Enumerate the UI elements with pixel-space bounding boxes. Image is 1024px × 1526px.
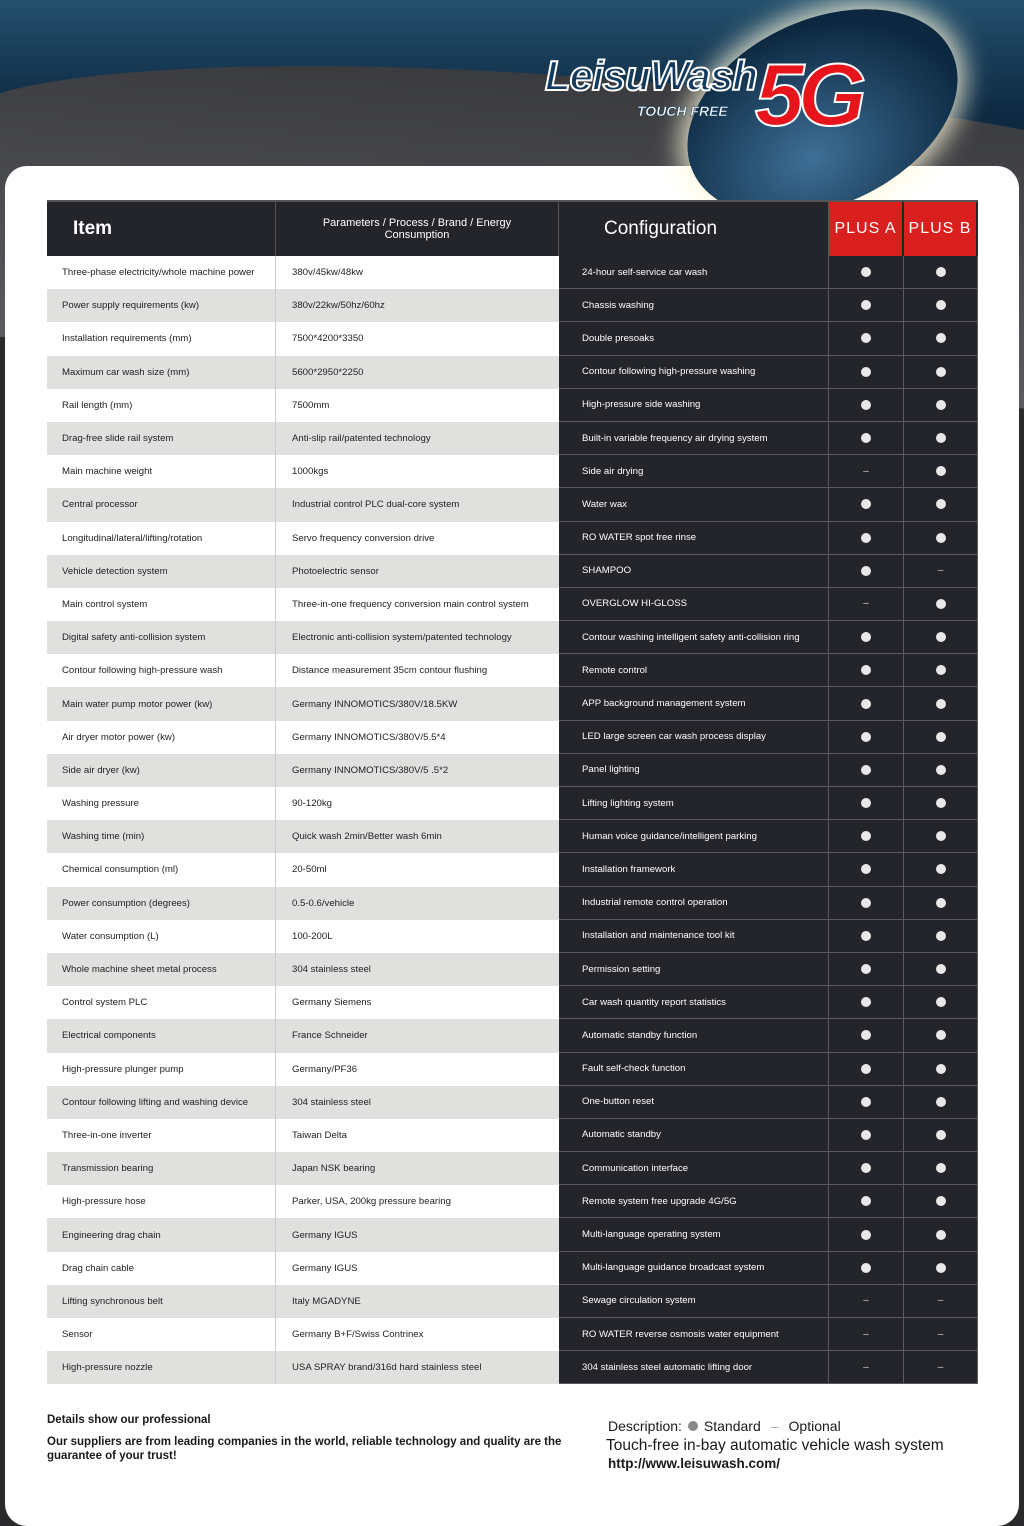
- plus-b-cell: [904, 721, 978, 754]
- header-config: Configuration: [559, 202, 829, 256]
- config-feature: Automatic standby: [559, 1119, 829, 1152]
- brand-logo: [545, 45, 925, 150]
- standard-dot-icon: [861, 831, 871, 841]
- plus-a-cell: [829, 654, 904, 687]
- table-row: [47, 787, 978, 820]
- item-name: High-pressure plunger pump: [47, 1053, 276, 1086]
- table-row: [47, 820, 978, 853]
- item-parameter: 90-120kg: [292, 798, 333, 810]
- table-row: [47, 721, 978, 754]
- item-name: Water consumption (L): [47, 920, 276, 953]
- standard-dot-icon: [936, 732, 946, 742]
- table-row: [47, 887, 978, 920]
- item-name: Main control system: [47, 588, 276, 621]
- optional-dash-icon: –: [863, 598, 869, 610]
- item-parameter: Germany IGUS: [292, 1262, 358, 1274]
- plus-b-cell: [904, 1185, 978, 1218]
- item-name: Longitudinal/lateral/lifting/rotation: [47, 522, 276, 555]
- standard-dot-icon: [936, 997, 946, 1007]
- optional-dash-icon: –: [937, 1328, 944, 1340]
- standard-dot-icon: [861, 732, 871, 742]
- table-row: [47, 1252, 978, 1285]
- item-name: Power supply requirements (kw): [47, 289, 276, 322]
- config-feature: One-button reset: [559, 1086, 829, 1119]
- config-feature: Communication interface: [559, 1152, 829, 1185]
- plus-b-cell: [904, 1351, 978, 1384]
- table-row: [47, 289, 978, 322]
- plus-b-cell: [904, 621, 978, 654]
- standard-dot-icon: [688, 1421, 698, 1431]
- item-parameter: Japan NSK bearing: [276, 1152, 559, 1185]
- table-row: [47, 588, 978, 621]
- config-feature: Industrial remote control operation: [559, 887, 829, 920]
- plus-b-cell: [904, 920, 978, 953]
- plus-a-cell: [829, 455, 904, 488]
- config-feature: Remote system free upgrade 4G/5G: [559, 1185, 829, 1218]
- item-name: Drag chain cable: [47, 1252, 276, 1285]
- plus-a-cell: [829, 389, 904, 422]
- config-feature: Car wash quantity report statistics: [559, 986, 829, 1019]
- item-parameter: 304 stainless steel: [276, 1086, 559, 1119]
- item-name: Lifting synchronous belt: [47, 1285, 276, 1318]
- item-name: Contour following high-pressure wash: [47, 654, 276, 687]
- item-parameter: Distance measurement 35cm contour flushing: [292, 665, 488, 677]
- standard-dot-icon: [861, 433, 871, 443]
- item-parameter: 5600*2950*2250: [276, 356, 559, 389]
- plus-a-cell: [829, 1285, 904, 1318]
- table-row: [47, 1285, 978, 1318]
- config-feature: Human voice guidance/intelligent parking: [559, 820, 829, 853]
- item-parameter: 7500*4200*3350: [292, 333, 364, 345]
- standard-dot-icon: [936, 1130, 946, 1140]
- standard-dot-icon: [861, 400, 871, 410]
- plus-a-cell: [829, 787, 904, 820]
- table-row: [47, 1218, 978, 1251]
- table-row: [47, 256, 978, 289]
- plus-a-cell: [829, 422, 904, 455]
- plus-a-cell: [829, 1252, 904, 1285]
- plus-b-cell: [904, 1252, 978, 1285]
- plus-a-cell: [829, 555, 904, 588]
- table-row: [47, 953, 978, 986]
- config-feature: Multi-language guidance broadcast system: [559, 1252, 829, 1285]
- table-row: [47, 555, 978, 588]
- table-row: [47, 322, 978, 355]
- item-parameter: Servo frequency conversion drive: [292, 532, 435, 544]
- item-name: Maximum car wash size (mm): [47, 356, 276, 389]
- item-name: Contour following lifting and washing device: [47, 1086, 276, 1119]
- logo-brand: LeisuWash: [545, 52, 757, 99]
- standard-dot-icon: [936, 1064, 946, 1074]
- plus-b-cell: [904, 522, 978, 555]
- plus-a-cell: [829, 1218, 904, 1251]
- item-name: Control system PLC: [47, 986, 276, 1019]
- config-feature: Installation framework: [559, 853, 829, 886]
- item-name: Digital safety anti-collision system: [47, 621, 276, 654]
- plus-b-cell: [904, 555, 978, 588]
- config-feature: Lifting lighting system: [559, 787, 829, 820]
- item-name: Main machine weight: [47, 455, 276, 488]
- plus-b-cell: [904, 422, 978, 455]
- standard-dot-icon: [936, 466, 946, 476]
- item-name: Power consumption (degrees): [47, 887, 276, 920]
- optional-dash-icon: –: [770, 1418, 779, 1434]
- plus-b-cell: [904, 853, 978, 886]
- item-parameter: Italy MGADYNE: [276, 1285, 559, 1318]
- plus-a-cell: [829, 853, 904, 886]
- plus-b-cell: [904, 1053, 978, 1086]
- table-row: [47, 488, 978, 521]
- standard-dot-icon: [936, 433, 946, 443]
- config-feature: Sewage circulation system: [559, 1285, 829, 1318]
- plus-a-cell: [829, 356, 904, 389]
- plus-b-cell: [904, 1119, 978, 1152]
- item-parameter: 380v/22kw/50hz/60hz: [276, 289, 559, 322]
- plus-a-cell: [829, 986, 904, 1019]
- plus-a-cell: [829, 289, 904, 322]
- standard-dot-icon: [861, 333, 871, 343]
- legend-standard: Standard: [703, 1418, 761, 1434]
- standard-dot-icon: [861, 898, 871, 908]
- standard-dot-icon: [936, 267, 946, 277]
- plus-a-cell: [829, 953, 904, 986]
- standard-dot-icon: [861, 566, 871, 576]
- item-parameter: Quick wash 2min/Better wash 6min: [276, 820, 559, 853]
- config-feature: High-pressure side washing: [559, 389, 829, 422]
- standard-dot-icon: [936, 1163, 946, 1173]
- config-feature: Contour following high-pressure washing: [559, 356, 829, 389]
- standard-dot-icon: [936, 864, 946, 874]
- standard-dot-icon: [936, 931, 946, 941]
- table-header: [47, 200, 978, 256]
- item-name: Side air dryer (kw): [47, 754, 276, 787]
- plus-a-cell: [829, 1318, 904, 1351]
- plus-b-cell: [904, 256, 978, 289]
- optional-dash-icon: –: [937, 565, 944, 577]
- config-feature: Side air drying: [559, 455, 829, 488]
- header-plus-a: PLUS A: [829, 202, 904, 256]
- spec-table: [47, 200, 978, 1384]
- plus-b-cell: [904, 1318, 978, 1351]
- standard-dot-icon: [936, 632, 946, 642]
- item-name: Three-in-one inverter: [47, 1119, 276, 1152]
- item-parameter: Parker, USA, 200kg pressure bearing: [292, 1196, 451, 1208]
- plus-b-cell: [904, 455, 978, 488]
- config-feature: 304 stainless steel automatic lifting door: [559, 1351, 829, 1384]
- plus-b-cell: [904, 887, 978, 920]
- table-row: [47, 356, 978, 389]
- item-parameter: Germany INNOMOTICS/380V/5 .5*2: [276, 754, 559, 787]
- item-name: Chemical consumption (ml): [47, 853, 276, 886]
- item-parameter: Germany/PF36: [292, 1063, 358, 1075]
- table-row: [47, 1053, 978, 1086]
- standard-dot-icon: [936, 1030, 946, 1040]
- item-name: Electrical components: [47, 1019, 276, 1052]
- item-parameter: Germany Siemens: [292, 997, 372, 1009]
- plus-a-cell: [829, 1086, 904, 1119]
- item-name: Three-phase electricity/whole machine power: [47, 256, 276, 289]
- standard-dot-icon: [936, 665, 946, 675]
- standard-dot-icon: [861, 1064, 871, 1074]
- item-parameter: 7500mm: [292, 399, 330, 411]
- plus-a-cell: [829, 1185, 904, 1218]
- standard-dot-icon: [861, 665, 871, 675]
- website-link[interactable]: http://www.leisuwash.com/: [608, 1456, 781, 1471]
- item-parameter: 0.5-0.6/vehicle: [276, 887, 559, 920]
- plus-b-cell: [904, 488, 978, 521]
- plus-b-cell: [904, 986, 978, 1019]
- plus-a-cell: [829, 256, 904, 289]
- item-name: Central processor: [47, 488, 276, 521]
- logo-model: 5G: [755, 45, 861, 144]
- standard-dot-icon: [861, 499, 871, 509]
- item-parameter: Three-in-one frequency conversion main control system: [292, 598, 529, 610]
- plus-a-cell: [829, 1152, 904, 1185]
- item-parameter: 1000kgs: [292, 466, 329, 478]
- optional-dash-icon: –: [863, 1295, 869, 1307]
- standard-dot-icon: [861, 1030, 871, 1040]
- item-name: Air dryer motor power (kw): [47, 721, 276, 754]
- plus-a-cell: [829, 588, 904, 621]
- standard-dot-icon: [861, 300, 871, 310]
- item-name: Engineering drag chain: [47, 1218, 276, 1251]
- optional-dash-icon: –: [937, 1295, 944, 1307]
- plus-a-cell: [829, 1019, 904, 1052]
- standard-dot-icon: [861, 699, 871, 709]
- table-row: [47, 1086, 978, 1119]
- plus-b-cell: [904, 1086, 978, 1119]
- plus-a-cell: [829, 1119, 904, 1152]
- plus-b-cell: [904, 322, 978, 355]
- item-name: Drag-free slide rail system: [47, 422, 276, 455]
- standard-dot-icon: [861, 798, 871, 808]
- standard-dot-icon: [861, 1097, 871, 1107]
- standard-dot-icon: [936, 333, 946, 343]
- table-row: [47, 1318, 978, 1351]
- plus-b-cell: [904, 1019, 978, 1052]
- standard-dot-icon: [861, 864, 871, 874]
- item-parameter: Taiwan Delta: [292, 1129, 347, 1141]
- standard-dot-icon: [936, 798, 946, 808]
- table-row: [47, 1119, 978, 1152]
- footer-text: Our suppliers are from leading companies in the world, reliable technology and quality are the guarantee of your trust!: [47, 1436, 562, 1462]
- item-parameter: 304 stainless steel: [276, 953, 559, 986]
- standard-dot-icon: [861, 1130, 871, 1140]
- item-parameter: 100-200L: [292, 930, 333, 942]
- config-feature: SHAMPOO: [559, 555, 829, 588]
- plus-b-cell: [904, 1218, 978, 1251]
- item-name: Installation requirements (mm): [47, 322, 276, 355]
- config-feature: Built-in variable frequency air drying system: [559, 422, 829, 455]
- logo-tagline: TOUCH FREE: [637, 103, 728, 119]
- standard-dot-icon: [936, 1196, 946, 1206]
- plus-a-cell: [829, 920, 904, 953]
- standard-dot-icon: [936, 400, 946, 410]
- table-row: [47, 654, 978, 687]
- item-parameter: Industrial control PLC dual-core system: [276, 488, 559, 521]
- item-parameter: Germany INNOMOTICS/380V/5.5*4: [292, 731, 446, 743]
- header-item: Item: [47, 202, 276, 256]
- standard-dot-icon: [861, 964, 871, 974]
- config-feature: 24-hour self-service car wash: [559, 256, 829, 289]
- standard-dot-icon: [861, 267, 871, 277]
- table-row: [47, 754, 978, 787]
- item-parameter: USA SPRAY brand/316d hard stainless steel: [276, 1351, 559, 1384]
- item-parameter: 20-50ml: [292, 864, 327, 876]
- item-name: Washing pressure: [47, 787, 276, 820]
- standard-dot-icon: [861, 765, 871, 775]
- table-body: [47, 256, 978, 1384]
- standard-dot-icon: [861, 632, 871, 642]
- plus-a-cell: [829, 1053, 904, 1086]
- plus-b-cell: [904, 588, 978, 621]
- standard-dot-icon: [936, 533, 946, 543]
- standard-dot-icon: [861, 533, 871, 543]
- plus-b-cell: [904, 356, 978, 389]
- standard-dot-icon: [861, 367, 871, 377]
- legend-label: Description:: [608, 1418, 682, 1434]
- plus-b-cell: [904, 654, 978, 687]
- plus-a-cell: [829, 322, 904, 355]
- item-parameter: Germany B+F/Swiss Contrinex: [292, 1329, 424, 1341]
- table-row: [47, 986, 978, 1019]
- item-name: Main water pump motor power (kw): [47, 687, 276, 720]
- system-description: Touch-free in-bay automatic vehicle wash system: [606, 1437, 944, 1454]
- standard-dot-icon: [936, 599, 946, 609]
- table-row: [47, 1019, 978, 1052]
- standard-dot-icon: [936, 1097, 946, 1107]
- config-feature: Permission setting: [559, 953, 829, 986]
- plus-b-cell: [904, 1152, 978, 1185]
- plus-a-cell: [829, 721, 904, 754]
- item-name: Vehicle detection system: [47, 555, 276, 588]
- optional-dash-icon: –: [937, 1361, 944, 1373]
- config-feature: LED large screen car wash process display: [559, 721, 829, 754]
- config-feature: Fault self-check function: [559, 1053, 829, 1086]
- standard-dot-icon: [936, 499, 946, 509]
- legend-optional: Optional: [788, 1418, 841, 1434]
- plus-b-cell: [904, 820, 978, 853]
- plus-a-cell: [829, 488, 904, 521]
- item-name: Whole machine sheet metal process: [47, 953, 276, 986]
- plus-b-cell: [904, 289, 978, 322]
- config-feature: Double presoaks: [559, 322, 829, 355]
- config-feature: APP background management system: [559, 687, 829, 720]
- item-name: High-pressure nozzle: [47, 1351, 276, 1384]
- config-feature: RO WATER spot free rinse: [559, 522, 829, 555]
- table-row: [47, 1152, 978, 1185]
- plus-b-cell: [904, 953, 978, 986]
- optional-dash-icon: –: [863, 465, 869, 477]
- standard-dot-icon: [936, 964, 946, 974]
- item-parameter: Germany IGUS: [276, 1218, 559, 1251]
- plus-a-cell: [829, 687, 904, 720]
- item-parameter: France Schneider: [276, 1019, 559, 1052]
- item-name: High-pressure hose: [47, 1185, 276, 1218]
- legend: [608, 1418, 841, 1434]
- table-row: [47, 422, 978, 455]
- table-row: [47, 1185, 978, 1218]
- table-row: [47, 455, 978, 488]
- item-parameter: Photoelectric sensor: [276, 555, 559, 588]
- footer-title: Details show our professional: [47, 1414, 211, 1426]
- standard-dot-icon: [936, 367, 946, 377]
- item-name: Washing time (min): [47, 820, 276, 853]
- item-parameter: Electronic anti-collision system/patented technology: [276, 621, 559, 654]
- standard-dot-icon: [861, 1196, 871, 1206]
- plus-b-cell: [904, 754, 978, 787]
- standard-dot-icon: [861, 997, 871, 1007]
- plus-b-cell: [904, 1285, 978, 1318]
- table-row: [47, 621, 978, 654]
- standard-dot-icon: [936, 1263, 946, 1273]
- standard-dot-icon: [861, 1263, 871, 1273]
- config-feature: Panel lighting: [559, 754, 829, 787]
- plus-a-cell: [829, 754, 904, 787]
- plus-a-cell: [829, 820, 904, 853]
- config-feature: OVERGLOW HI-GLOSS: [559, 588, 829, 621]
- optional-dash-icon: –: [863, 1328, 869, 1340]
- header-params: Parameters / Process / Brand / Energy Consumption: [276, 202, 559, 256]
- plus-a-cell: [829, 887, 904, 920]
- plus-b-cell: [904, 787, 978, 820]
- table-row: [47, 920, 978, 953]
- standard-dot-icon: [936, 831, 946, 841]
- item-parameter: Germany INNOMOTICS/380V/18.5KW: [276, 687, 559, 720]
- item-name: Transmission bearing: [47, 1152, 276, 1185]
- plus-b-cell: [904, 389, 978, 422]
- table-row: [47, 389, 978, 422]
- item-parameter: 380v/45kw/48kw: [292, 267, 363, 279]
- config-feature: Remote control: [559, 654, 829, 687]
- standard-dot-icon: [936, 765, 946, 775]
- item-name: Sensor: [47, 1318, 276, 1351]
- table-row: [47, 853, 978, 886]
- standard-dot-icon: [936, 1230, 946, 1240]
- config-feature: Installation and maintenance tool kit: [559, 920, 829, 953]
- plus-b-cell: [904, 687, 978, 720]
- plus-a-cell: [829, 621, 904, 654]
- plus-a-cell: [829, 1351, 904, 1384]
- item-parameter: Anti-slip rail/patented technology: [276, 422, 559, 455]
- standard-dot-icon: [861, 1163, 871, 1173]
- config-feature: Contour washing intelligent safety anti-collision ring: [559, 621, 829, 654]
- standard-dot-icon: [936, 300, 946, 310]
- table-row: [47, 687, 978, 720]
- header-plus-b: PLUS B: [904, 202, 978, 256]
- standard-dot-icon: [861, 1230, 871, 1240]
- standard-dot-icon: [861, 931, 871, 941]
- config-feature: Water wax: [559, 488, 829, 521]
- config-feature: Multi-language operating system: [559, 1218, 829, 1251]
- table-row: [47, 1351, 978, 1384]
- config-feature: Chassis washing: [559, 289, 829, 322]
- config-feature: Automatic standby function: [559, 1019, 829, 1052]
- plus-a-cell: [829, 522, 904, 555]
- table-row: [47, 522, 978, 555]
- item-name: Rail length (mm): [47, 389, 276, 422]
- config-feature: RO WATER reverse osmosis water equipment: [559, 1318, 829, 1351]
- standard-dot-icon: [936, 699, 946, 709]
- optional-dash-icon: –: [863, 1361, 869, 1373]
- standard-dot-icon: [936, 898, 946, 908]
